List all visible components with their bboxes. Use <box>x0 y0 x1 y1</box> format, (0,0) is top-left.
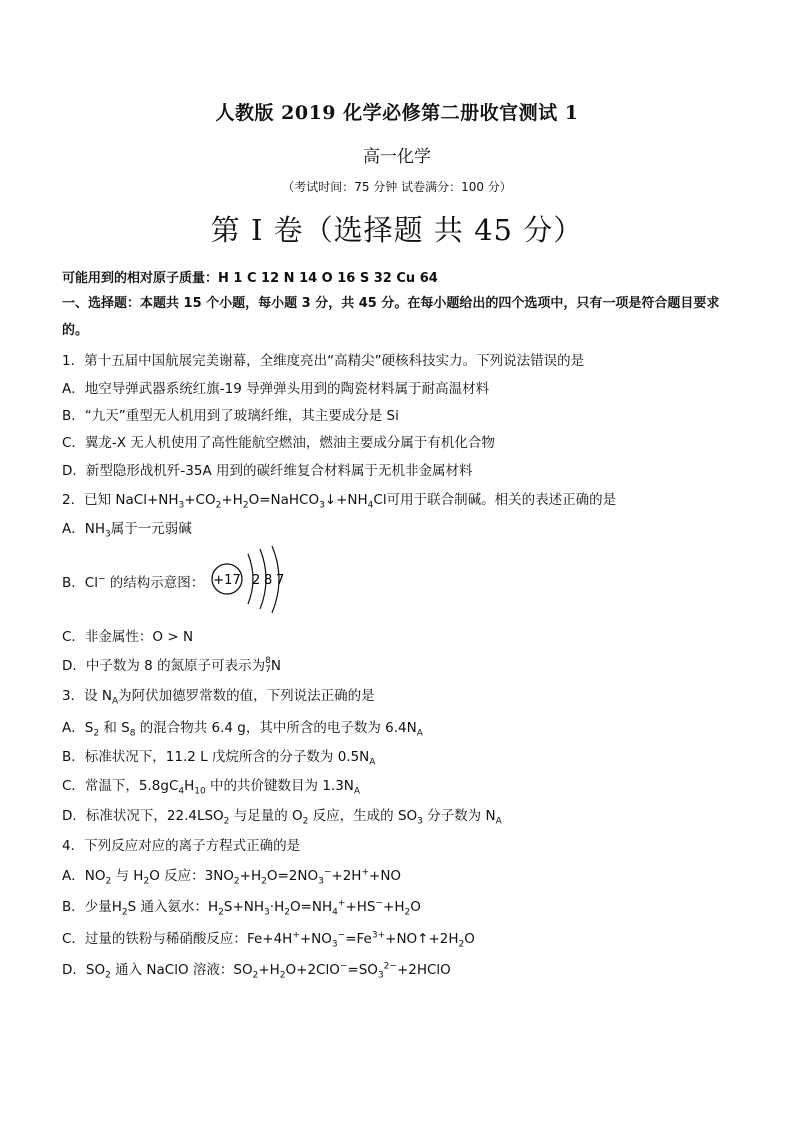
shell-3-count: 7 <box>276 573 285 588</box>
q3-option-c: C．常温下，$5.8gC_4H_{10}$ 中的共价键数目为 $1.3N_A$ <box>62 778 361 797</box>
element-symbol: N <box>270 658 281 674</box>
q1-option-a: A．地空导弹武器系统红旗-19 导弹弹头用到的陶瓷材料属于耐高温材料 <box>62 381 490 397</box>
atomic-number: 7 <box>265 665 271 675</box>
q3-b-text: B．标准状况下，11.2 L 戊烷所含的分子数为 0.5N <box>62 749 370 765</box>
chlorine-ion-structure-diagram <box>210 546 290 616</box>
section-heading: 第 I 卷（选择题 共 45 分） <box>210 213 584 247</box>
q3-stem-sub: A <box>111 696 119 707</box>
q3-c-pre: C．常温下，5.8gC <box>62 778 179 794</box>
q2-b-post: 的结构示意图： <box>105 575 205 591</box>
q2-b-sup: − <box>97 574 106 585</box>
mass-number: 8 <box>265 656 271 666</box>
q4-option-c: C．过量的铁粉与稀硝酸反应：$Fe+4H^++NO_3^-=Fe^{3+}+NO↑+2H_2O$ <box>62 930 475 950</box>
shell-1-count: 2 <box>252 573 261 588</box>
q2-stem-post: 可用于联合制碱。相关的表述正确的是 <box>386 492 617 508</box>
q2-stem-pre: 2．已知 <box>62 492 116 508</box>
q2-option-b <box>62 571 204 591</box>
q2-a-post: 属于一元弱碱 <box>110 521 192 537</box>
q1-stem: 1．第十五届中国航展完美谢幕，全维度亮出“高精尖”硬核科技实力。下列说法错误的是 <box>62 353 585 369</box>
q4-option-b: B．少量$H_2S$ 通入氨水：$H_2S+NH_3\cdot H_2O=NH_4^++HS^-+H_2O$ <box>62 898 421 918</box>
q1-option-c: C．翼龙-X 无人机使用了高性能航空燃油，燃油主要成分属于有机化合物 <box>62 435 495 451</box>
q2-option-d <box>62 654 281 675</box>
atom-nucleus: +17 <box>213 573 241 588</box>
q3-stem-post: 为阿伏加德罗常数的值，下列说法正确的是 <box>118 688 375 704</box>
q1-option-d: D．新型隐形战机歼-35A 用到的碳纤维复合材料属于无机非金属材料 <box>62 463 473 479</box>
q4-c-label: C．过量的铁粉与稀硝酸反应： <box>62 931 247 947</box>
q4-b-label: B．少量 <box>62 899 112 915</box>
q1-option-b: B．“九天”重型无人机用到了玻璃纤维，其主要成分是 Si <box>62 408 399 424</box>
q4-option-d: D．$SO_2$ 通入 NaClO 溶液：$SO_2+H_2O+2ClO^-=SO_3^{2-}+2HClO$ <box>62 961 451 981</box>
q2-option-c: C．非金属性：O > N <box>62 629 194 645</box>
exam-subtitle: 高一化学 <box>363 147 431 167</box>
q2-option-a: A．$NH_3$属于一元弱碱 <box>62 521 192 540</box>
q4-d-label: D． <box>62 962 86 978</box>
shell-2-count: 8 <box>264 573 273 588</box>
q3-a-pre: A．S <box>62 720 94 736</box>
atomic-masses: 可能用到的相对原子质量：H 1 C 12 N 14 O 16 S 32 Cu 64 <box>62 271 438 286</box>
q2-d-pre: D．中子数为 8 的氮原子可表示为 <box>62 658 266 674</box>
q3-option-a: A．$S_2$ 和 $S_8$ 的混合物共 6.4 g，其中所含的电子数为 $6.4N_A$ <box>62 720 423 739</box>
instructions: 一、选择题：本题共 15 个小题，每小题 3 分，共 45 分。在每小题给出的四个选项中，只有一项是符合题目要求的。 <box>62 296 720 338</box>
q3-d-pre: D．标准状况下，22.4LSO <box>62 808 224 824</box>
q4-option-a: A．$NO_2$ 与 $H_2O$ 反应：$3NO_2+H_2O=2NO_3^-+2H^++NO$ <box>62 867 402 887</box>
exam-info: （考试时间：75 分钟 试卷满分：100 分） <box>282 180 512 194</box>
q3-stem-pre: 3．设 N <box>62 688 112 704</box>
q4-stem: 4．下列反应对应的离子方程式正确的是 <box>62 838 301 854</box>
q3-stem <box>62 684 375 707</box>
q3-option-b: B．标准状况下，11.2 L 戊烷所含的分子数为 $0.5N_A$ <box>62 749 376 768</box>
q2-b-pre: B．Cl <box>62 575 98 591</box>
q3-option-d: D．标准状况下，$22.4LSO_2$ 与足量的 $O_2$ 反应，生成的 $SO_3$ 分子数为 $N_A$ <box>62 808 502 827</box>
exam-title: 人教版 2019 化学必修第二册收官测试 1 <box>215 102 579 124</box>
q2-a-pre: A．NH <box>62 521 105 537</box>
q4-a-label: A． <box>62 868 85 884</box>
q2-stem <box>62 488 617 511</box>
q2-equation: $NaCl+NH_3+CO_2+H_2O=NaHCO_3↓+NH_4Cl$ <box>115 492 387 511</box>
